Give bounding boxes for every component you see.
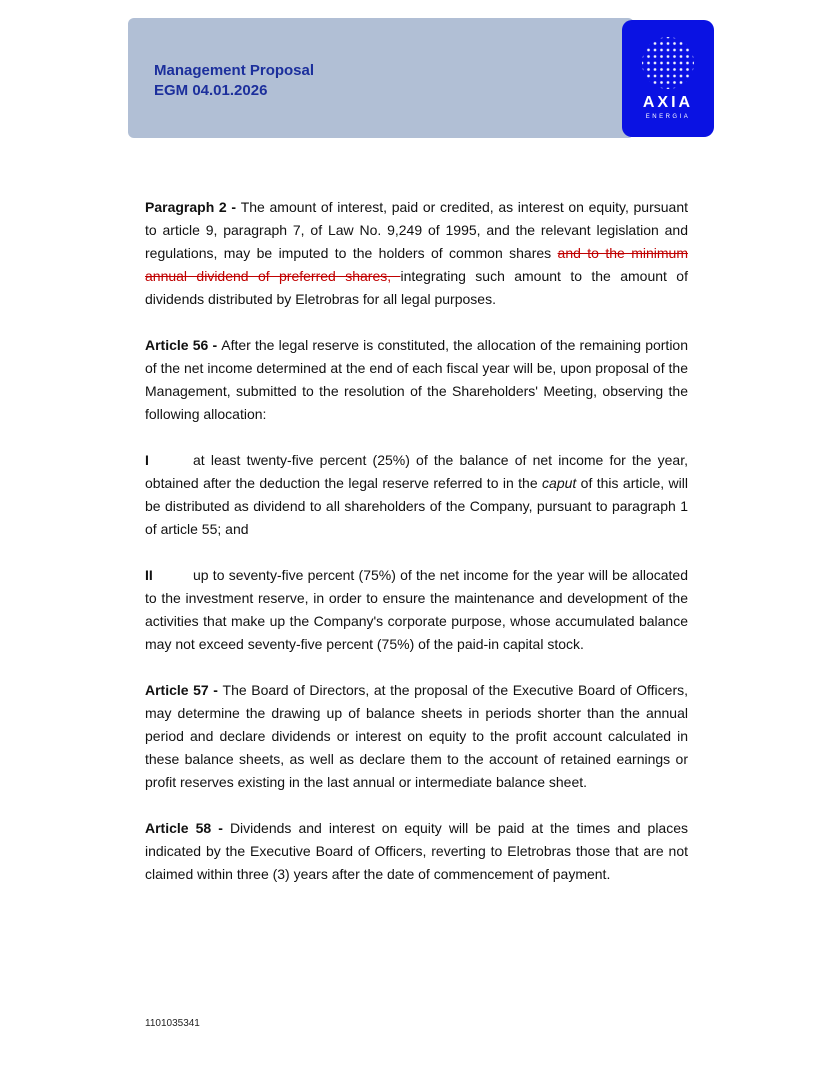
paragraph-text: The amount of interest, paid or credited, as interest on equity, pursuant to article 9, paragraph 7, of Law No. 9,249 of 1995, and the relevant legislation and regulations, may be imputed to the holders of common shares: [145, 199, 688, 261]
paragraph-text: Dividends and interest on equity will be paid at the times and places indicated by the Executive Board of Officers, reverting to Eletrobras those that are not claimed within three (3) years after the date of commencement of payment.: [145, 820, 688, 882]
struck-text: and to the minimum annual dividend of preferred shares,: [145, 245, 688, 284]
article-57: [145, 679, 688, 794]
header-banner: [128, 18, 634, 138]
paragraph-lead: Article 57 -: [145, 682, 223, 698]
clause-number: I: [145, 452, 149, 468]
paragraph-2: [145, 196, 688, 311]
header-title: [154, 61, 314, 101]
logo-wordmark: AXIA: [642, 94, 694, 111]
paragraph-text: The Board of Directors, at the proposal of the Executive Board of Officers, may determine the drawing up of balance sheets in periods shorter than the annual period and declare dividends or interest on equity to the profit account calculated in these balance sheets, as well as declare them to the account of retained earnings or profit reserves existing in the last annual or intermediate balance sheet.: [145, 682, 688, 790]
italic-term: caput: [542, 475, 577, 491]
paragraph-text: integrating such amount to the amount of dividends distributed by Eletrobras for all legal purposes.: [145, 268, 688, 307]
logo-subtitle: ENERGIA: [645, 114, 691, 120]
clause-number: II: [145, 567, 153, 583]
axia-logo: [622, 20, 714, 137]
article-56: [145, 334, 688, 426]
clause-i: [145, 449, 688, 541]
paragraph-lead: Article 56 -: [145, 337, 222, 353]
header-title-line2: EGM 04.01.2026: [154, 82, 268, 99]
header-title-line1: Management Proposal: [154, 62, 315, 79]
paragraph-text: After the legal reserve is constituted, the allocation of the remaining portion of the net income determined at the end of each fiscal year will be, upon proposal of the Management, submitted to the resolution of the Shareholders' Meeting, observing the following allocation:: [145, 337, 688, 422]
paragraph-text: up to seventy-five percent (75%) of the net income for the year will be allocated to the investment reserve, in order to ensure the maintenance and development of the activities that make up the Company's corporate purpose, whose accumulated balance may not exceed seventy-five percent (75%) of the paid-in capital stock.: [145, 567, 688, 652]
paragraph-lead: Paragraph 2 -: [145, 199, 241, 215]
clause-ii: [145, 564, 688, 656]
paragraph-lead: Article 58 -: [145, 820, 230, 836]
paragraph-text: of this article, will be distributed as dividend to all shareholders of the Company, pursuant to paragraph 1 of article 55; and: [145, 475, 688, 537]
paragraph-text: at least twenty-five percent (25%) of the balance of net income for the year, obtained after the deduction the legal reserve referred to in the: [145, 452, 688, 491]
article-58: [145, 817, 688, 886]
dotted-globe-icon: [642, 37, 694, 89]
document-body: [145, 196, 688, 909]
footer-code: 1101035341: [145, 1018, 200, 1029]
